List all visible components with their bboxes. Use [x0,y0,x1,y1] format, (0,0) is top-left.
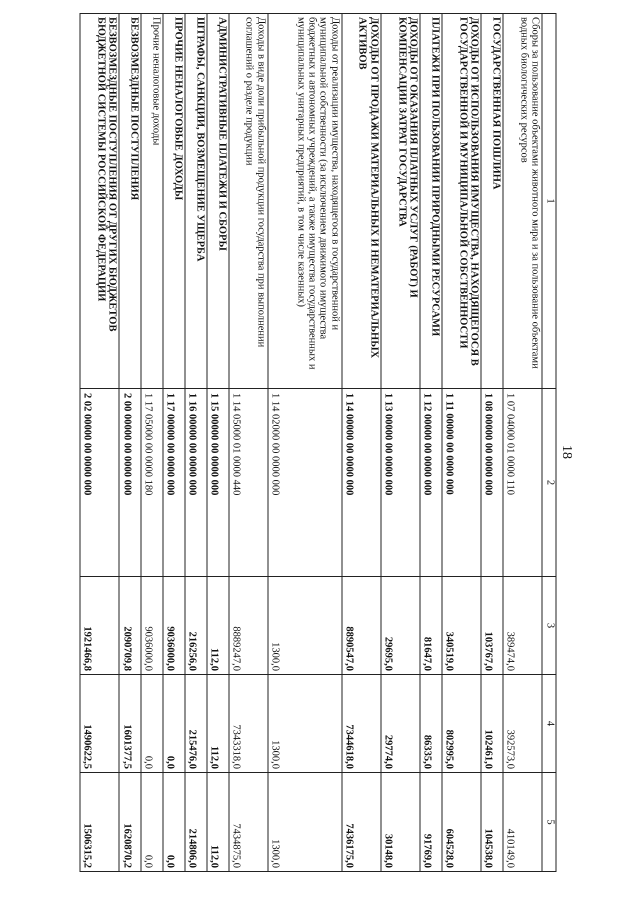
row-name-cell: ДОХОДЫ ОТ ИСПОЛЬЗОВАНИЯ ИМУЩЕСТВА, НАХОДЯЩЕГОСЯ В ГОСУДАРСТВЕННОЙ И МУНИЦИПАЛЬНОЙ СОБСТВЕННОСТИ [442,14,481,389]
row-code-cell: 1 16 00000 00 0000 000 [185,389,207,577]
row-value-col4: 1601377,5 [119,675,141,773]
row-value-col4: 1300,0 [268,675,342,773]
row-value-col4: 7343318,0 [229,675,268,773]
row-name-cell: Прочие неналоговые доходы [141,14,163,389]
row-value-col3: 216256,0 [185,577,207,675]
column-header: 1 [542,14,556,389]
row-code-cell: 1 13 00000 00 0000 000 [381,389,420,577]
row-value-col4: 7344618,0 [342,675,381,773]
table-row [268,14,342,872]
row-code-cell: 1 12 00000 00 0000 000 [420,389,442,577]
row-name-cell: Сборы за пользование объектами животного мира и за пользование объектами водных биологических ресурсов [503,14,542,389]
row-value-col4: 86335,0 [420,675,442,773]
row-value-col5: 1300,0 [268,773,342,872]
rotated-table-wrapper [80,13,557,871]
table-row [185,14,207,872]
row-name-cell: Доходы в виде доли прибыльной продукции государства при выполнении соглашений о разделе продукции [229,14,268,389]
row-value-col5: 104538,0 [481,773,503,872]
row-code-cell: 2 02 00000 00 0000 000 [80,389,119,577]
row-value-col3: 9036000,0 [163,577,185,675]
row-value-col3: 2090709,8 [119,577,141,675]
row-code-cell: 1 14 00000 00 0000 000 [342,389,381,577]
row-value-col4: 392573,0 [503,675,542,773]
row-name-cell: ШТРАФЫ, САНКЦИИ, ВОЗМЕЩЕНИЕ УЩЕРБА [185,14,207,389]
table-row [381,14,420,872]
row-value-col5: 214806,0 [185,773,207,872]
table-row [420,14,442,872]
table-row [207,14,229,872]
table-row [229,14,268,872]
row-value-col3: 81647,0 [420,577,442,675]
row-value-col4: 112,0 [207,675,229,773]
row-name-cell: ПРОЧИЕ НЕНАЛОГОВЫЕ ДОХОДЫ [163,14,185,389]
row-value-col4: 0,0 [141,675,163,773]
row-code-cell: 1 07 04000 01 0000 110 [503,389,542,577]
row-value-col3: 1921466,8 [80,577,119,675]
row-value-col3: 340519,0 [442,577,481,675]
row-value-col5: 604528,0 [442,773,481,872]
row-code-cell: 1 17 00000 00 0000 000 [163,389,185,577]
row-value-col4: 1490622,5 [80,675,119,773]
row-code-cell: 1 08 00000 00 0000 000 [481,389,503,577]
row-value-col5: 91769,0 [420,773,442,872]
header-row [542,14,556,872]
row-value-col5: 30148,0 [381,773,420,872]
row-value-col3: 389474,0 [503,577,542,675]
row-name-cell: БЕЗВОЗМЕЗДНЫЕ ПОСТУПЛЕНИЯ [119,14,141,389]
row-value-col4: 215476,0 [185,675,207,773]
row-name-cell: АДМИНИСТРАТИВНЫЕ ПЛАТЕЖИ И СБОРЫ [207,14,229,389]
row-name-cell: Доходы от реализации имущества, находящегося в государственной и муниципальной собственности (за исключением движимого имущества бюджетных и автономных учреждений, а также имущества государственных и муниципальных унитарных предприятий, в том числе казенных) [268,14,342,389]
column-header: 2 [542,389,556,577]
row-code-cell: 2 00 00000 00 0000 000 [119,389,141,577]
row-name-cell: ДОХОДЫ ОТ ОКАЗАНИЯ ПЛАТНЫХ УСЛУГ (РАБОТ) И КОМПЕНСАЦИИ ЗАТРАТ ГОСУДАРСТВА [381,14,420,389]
row-value-col5: 1620870,2 [119,773,141,872]
table-row [342,14,381,872]
table-row [481,14,503,872]
row-value-col5: 112,0 [207,773,229,872]
table-row [503,14,542,872]
row-value-col5: 410149,0 [503,773,542,872]
row-value-col3: 103767,0 [481,577,503,675]
row-value-col5: 7434875,0 [229,773,268,872]
row-value-col5: 0,0 [141,773,163,872]
row-code-cell: 1 17 05000 00 0000 180 [141,389,163,577]
column-header: 4 [542,675,556,773]
row-code-cell: 1 14 02000 00 0000 000 [268,389,342,577]
column-header: 5 [542,773,556,872]
row-name-cell: ДОХОДЫ ОТ ПРОДАЖИ МАТЕРИАЛЬНЫХ И НЕМАТЕРИАЛЬНЫХ АКТИВОВ [342,14,381,389]
row-value-col4: 0,0 [163,675,185,773]
row-value-col4: 29774,0 [381,675,420,773]
table-row [80,14,119,872]
page-number: 18 [559,445,574,459]
row-name-cell: ПЛАТЕЖИ ПРИ ПОЛЬЗОВАНИИ ПРИРОДНЫМИ РЕСУРСАМИ [420,14,442,389]
row-code-cell: 1 14 05000 01 0000 440 [229,389,268,577]
table-row [163,14,185,872]
table-row [442,14,481,872]
row-name-cell: ГОСУДАРСТВЕННАЯ ПОШЛИНА [481,14,503,389]
column-header: 3 [542,577,556,675]
revenue-table [80,13,557,872]
row-value-col5: 7436175,0 [342,773,381,872]
row-code-cell: 1 15 00000 00 0000 000 [207,389,229,577]
row-value-col5: 0,0 [163,773,185,872]
row-value-col5: 1506315,2 [80,773,119,872]
row-value-col3: 1300,0 [268,577,342,675]
row-code-cell: 1 11 00000 00 0000 000 [442,389,481,577]
row-value-col3: 8889247,0 [229,577,268,675]
row-value-col3: 9036000,0 [141,577,163,675]
row-value-col4: 802995,0 [442,675,481,773]
row-name-cell: БЕЗВОЗМЕЗДНЫЕ ПОСТУПЛЕНИЯ ОТ ДРУГИХ БЮДЖЕТОВ БЮДЖЕТНОЙ СИСТЕМЫ РОССИЙСКОЙ ФЕДЕРАЦИИ [80,14,119,389]
row-value-col3: 29695,0 [381,577,420,675]
row-value-col3: 8890547,0 [342,577,381,675]
table-row [119,14,141,872]
row-value-col3: 112,0 [207,577,229,675]
row-value-col4: 102461,0 [481,675,503,773]
table-row [141,14,163,872]
